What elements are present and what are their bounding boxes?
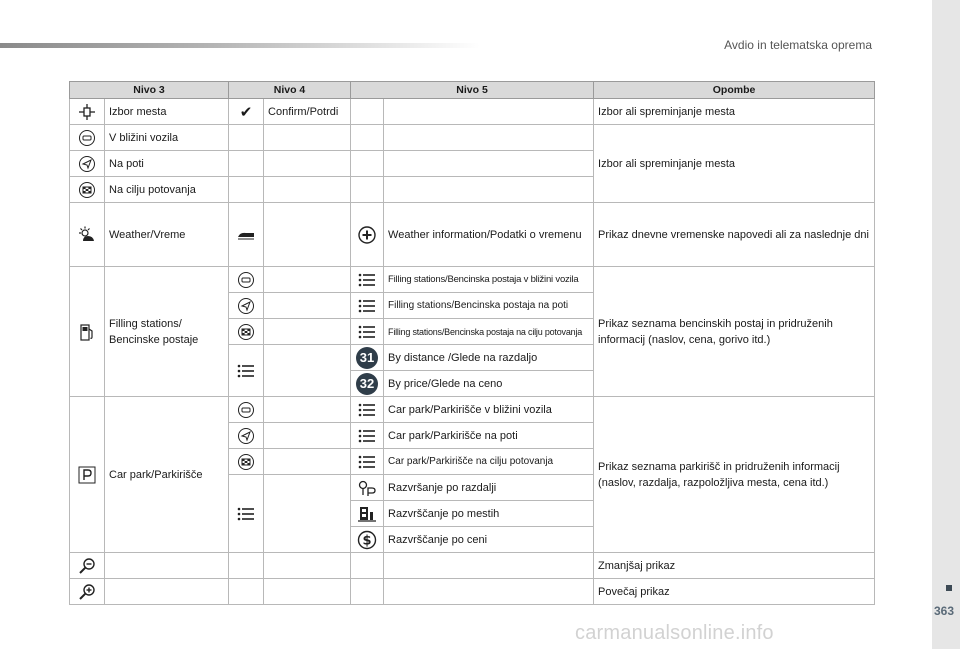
checkmark-icon: ✔ bbox=[239, 103, 253, 121]
level3-label: Car park/Parkirišče bbox=[105, 397, 229, 553]
list-icon bbox=[358, 455, 376, 469]
zoom-out-icon bbox=[78, 557, 96, 575]
note: Prikaz seznama parkirišč in pridruženih informacij (naslov, razdalja, razpoložljiva mesta, cena itd.) bbox=[594, 397, 875, 553]
note: Izbor ali spreminjanje mesta bbox=[594, 99, 875, 125]
distance-parking-icon bbox=[357, 479, 377, 497]
badge-32: 32 bbox=[356, 373, 378, 395]
table-row bbox=[70, 397, 875, 423]
note: Izbor ali spreminjanje mesta bbox=[594, 125, 875, 203]
page-number: 363 bbox=[933, 604, 954, 618]
level5-label: Razvršanje po razdalji bbox=[384, 475, 594, 501]
table-row bbox=[70, 553, 875, 579]
zoom-in-icon bbox=[78, 583, 96, 601]
level5-label: Car park/Parkirišče na cilju potovanja bbox=[384, 449, 594, 475]
level3-label: Na poti bbox=[105, 151, 229, 177]
route-arrow-icon bbox=[237, 427, 255, 445]
page-sidebar bbox=[932, 0, 960, 649]
vehicle-circle-icon bbox=[237, 401, 255, 419]
parking-spaces-icon bbox=[357, 505, 377, 523]
column-header-nivo-3: Nivo 3 bbox=[70, 82, 229, 99]
column-header-nivo-5: Nivo 5 bbox=[351, 82, 594, 99]
note: Zmanjšaj prikaz bbox=[594, 553, 875, 579]
watermark: carmanualsonline.info bbox=[575, 622, 774, 644]
table-row bbox=[70, 99, 875, 125]
level5-label: Filling stations/Bencinska postaja na poti bbox=[384, 293, 594, 319]
list-icon bbox=[358, 403, 376, 417]
weather-icon bbox=[77, 225, 97, 245]
note: Povečaj prikaz bbox=[594, 579, 875, 605]
badge-31: 31 bbox=[356, 347, 378, 369]
svg-text:$: $ bbox=[362, 533, 372, 548]
destination-flag-icon bbox=[237, 323, 255, 341]
table-row bbox=[70, 267, 875, 293]
list-icon bbox=[358, 429, 376, 443]
list-icon bbox=[237, 507, 255, 521]
level5-label: Car park/Parkirišče v bližini vozila bbox=[384, 397, 594, 423]
destination-flag-icon bbox=[237, 453, 255, 471]
route-arrow-icon bbox=[78, 155, 96, 173]
vehicle-circle-icon bbox=[237, 271, 255, 289]
table-row bbox=[70, 579, 875, 605]
level4-label: Confirm/Potrdi bbox=[264, 99, 351, 125]
level5-label: Filling stations/Bencinska postaja na cilju potovanja bbox=[384, 319, 594, 345]
level3-label: Weather/Vreme bbox=[105, 203, 229, 267]
level3-label: V bližini vozila bbox=[105, 125, 229, 151]
level5-label: Razvrščanje po ceni bbox=[384, 527, 594, 553]
section-title: Avdio in telematska oprema bbox=[724, 38, 872, 52]
table-header-row bbox=[70, 82, 875, 99]
level3-label: Na cilju potovanja bbox=[105, 177, 229, 203]
parking-icon bbox=[78, 466, 96, 484]
navigation-menu-table bbox=[69, 81, 875, 605]
list-icon bbox=[358, 299, 376, 313]
page-marker bbox=[946, 585, 952, 591]
map-position-icon bbox=[77, 102, 97, 122]
list-icon bbox=[237, 364, 255, 378]
level5-label: By distance /Glede na razdaljo bbox=[384, 345, 594, 371]
plus-circle-icon bbox=[358, 226, 376, 244]
price-dollar-icon bbox=[357, 530, 377, 550]
column-header-opombe: Opombe bbox=[594, 82, 875, 99]
note: Prikaz seznama bencinskih postaj in pridruženih informacij (naslov, cena, gorivo itd.) bbox=[594, 267, 875, 397]
destination-flag-icon bbox=[78, 181, 96, 199]
table-row bbox=[70, 125, 875, 151]
level3-label: Filling stations/ Bencinske postaje bbox=[105, 267, 229, 397]
list-icon bbox=[358, 325, 376, 339]
header-gradient-bar bbox=[0, 43, 480, 48]
level5-label: Filling stations/Bencinska postaja v bližini vozila bbox=[384, 267, 594, 293]
fuel-pump-icon bbox=[79, 322, 95, 342]
table-row bbox=[70, 203, 875, 267]
column-header-nivo-4: Nivo 4 bbox=[229, 82, 351, 99]
note: Prikaz dnevne vremenske napovedi ali za naslednje dni bbox=[594, 203, 875, 267]
level5-label: By price/Glede na ceno bbox=[384, 371, 594, 397]
route-arrow-icon bbox=[237, 297, 255, 315]
level5-label: Car park/Parkirišče na poti bbox=[384, 423, 594, 449]
weather-panel-icon bbox=[236, 228, 256, 242]
level3-label: Izbor mesta bbox=[105, 99, 229, 125]
level5-label: Weather information/Podatki o vremenu bbox=[384, 203, 594, 267]
list-icon bbox=[358, 273, 376, 287]
vehicle-circle-icon bbox=[78, 129, 96, 147]
level5-label: Razvrščanje po mestih bbox=[384, 501, 594, 527]
